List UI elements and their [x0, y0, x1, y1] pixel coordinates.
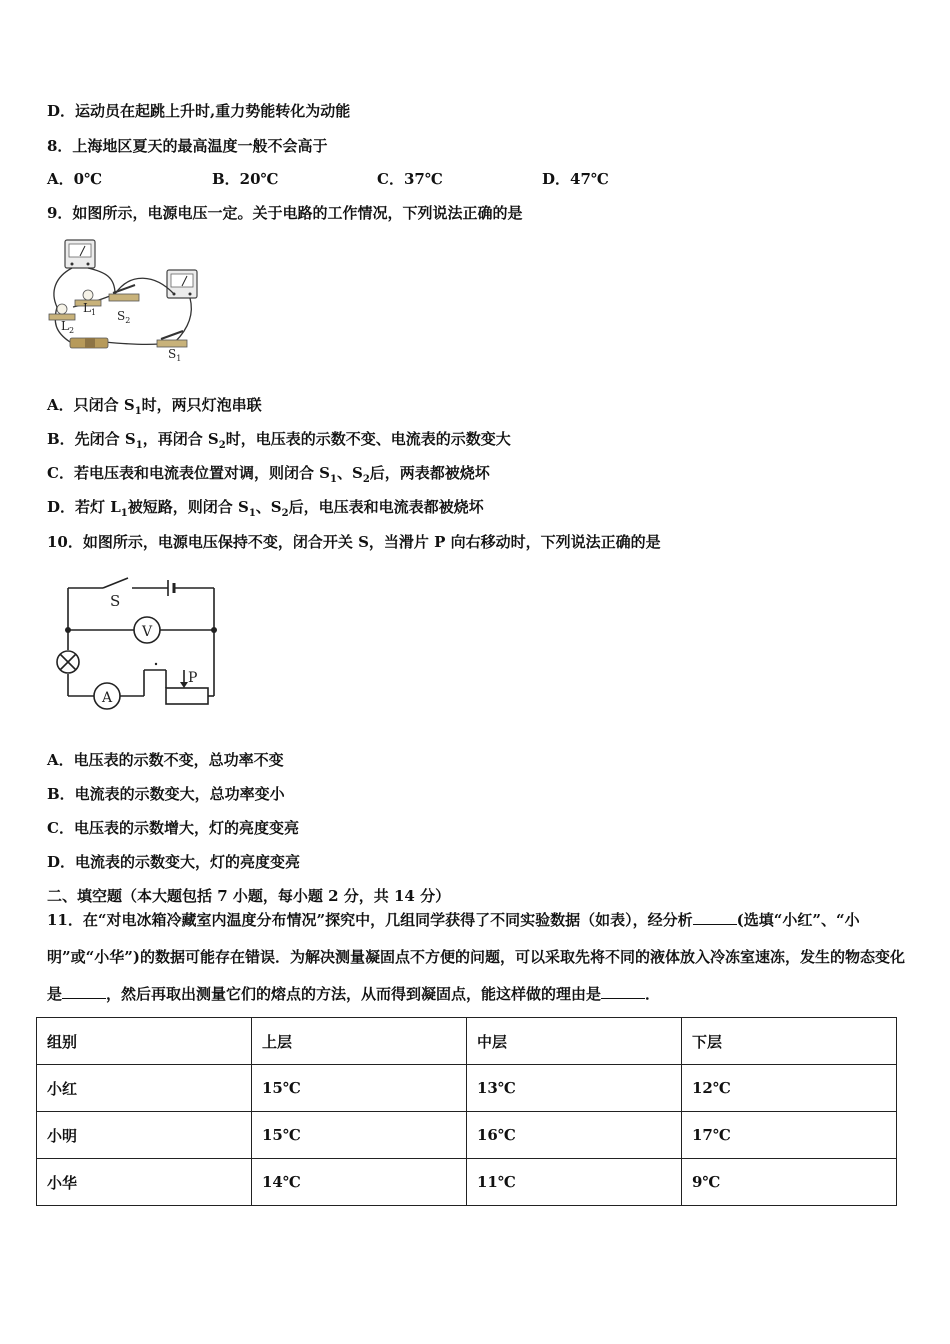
- q9-option-d: D．若灯 $L_1$被短路，则闭合 $S_1$、$S_2$后，电压表和电流表都被烧坏: [47, 498, 484, 519]
- lamp-l2-icon: [49, 304, 75, 320]
- label-a: A: [102, 690, 113, 706]
- q8-stem: 8．上海地区夏天的最高温度一般不会高于: [47, 137, 328, 155]
- label-s: S: [110, 592, 121, 610]
- q9-stem: 9．如图所示，电源电压一定。关于电路的工作情况，下列说法正确的是: [47, 204, 523, 222]
- table-row: [37, 1112, 897, 1159]
- lamp-icon: [56, 650, 80, 674]
- header-cell-lower: 下层: [682, 1018, 897, 1065]
- ammeter-icon: [65, 240, 95, 268]
- table-row: [37, 1159, 897, 1206]
- table-cell: 小华: [37, 1159, 252, 1206]
- label-s2: $S_2$: [117, 309, 131, 325]
- label-p: P: [188, 670, 198, 686]
- label-v: V: [142, 624, 153, 640]
- label-l2: $L_2$: [61, 319, 75, 335]
- q7-option-d: D．运动员在起跳上升时,重力势能转化为动能: [47, 102, 351, 120]
- q9-option-a: A．只闭合 $S_1$时，两只灯泡串联: [47, 396, 262, 417]
- table-cell: 12℃: [682, 1065, 897, 1112]
- table-cell: 15℃: [252, 1065, 467, 1112]
- label-l1: $L_1$: [83, 301, 97, 317]
- rheostat-icon: [166, 688, 208, 704]
- switch-s-icon: [103, 578, 128, 588]
- table-cell: 小明: [37, 1112, 252, 1159]
- q10-stem: 10．如图所示，电源电压保持不变，闭合开关 S，当滑片 P 向右移动时，下列说法正确的是: [47, 533, 661, 551]
- table-cell: 13℃: [467, 1065, 682, 1112]
- q8-option-d: D．47℃: [542, 170, 609, 188]
- header-cell-group: 组别: [37, 1018, 252, 1065]
- table-cell: 17℃: [682, 1112, 897, 1159]
- table-cell: 15℃: [252, 1112, 467, 1159]
- table-cell: 9℃: [682, 1159, 897, 1206]
- q11-paragraph: 11．在“对电冰箱冷藏室内温度分布情况”探究中，几组同学获得了不同实验数据（如表），经分析 (选填“小红”、“小明”或“小华”)的数据可能存在错误．为解决测量凝固点不方便的问题，可以采取先将不同的液体放入冷冻室速冻，发生的物态变化是 ，然后再取出测量它们的熔点的方法，从而得到凝固点，能这样做的理由是 ．: [47, 911, 905, 1003]
- q11-data-table: [36, 1017, 897, 1206]
- header-cell-middle: 中层: [467, 1018, 682, 1065]
- q10-option-c: C．电压表的示数增大，灯的亮度变亮: [47, 819, 299, 837]
- answer-blank-2[interactable]: [62, 984, 106, 999]
- table-row: [37, 1065, 897, 1112]
- q9-option-c: C．若电压表和电流表位置对调，则闭合 $S_1$、$S_2$后，两表都被烧坏: [47, 464, 490, 485]
- q8-option-c: C．37℃: [377, 170, 443, 188]
- label-s1: $S_1$: [168, 347, 182, 363]
- table-cell: 小红: [37, 1065, 252, 1112]
- table-cell: 16℃: [467, 1112, 682, 1159]
- q8-option-b: B．20℃: [212, 170, 279, 188]
- table-cell: 11℃: [467, 1159, 682, 1206]
- table-cell: 14℃: [252, 1159, 467, 1206]
- table-header-row: [37, 1018, 897, 1065]
- q8-options: [47, 169, 747, 189]
- q10-option-d: D．电流表的示数变大，灯的亮度变亮: [47, 853, 301, 871]
- section-2-title: 二、填空题（本大题包括 7 小题，每小题 2 分，共 14 分）: [47, 887, 451, 905]
- answer-blank-1[interactable]: [693, 910, 737, 925]
- q8-option-a: A．0℃: [47, 170, 103, 188]
- q10-option-b: B．电流表的示数变大，总功率变小: [47, 785, 285, 803]
- answer-blank-3[interactable]: [601, 984, 645, 999]
- header-cell-upper: 上层: [252, 1018, 467, 1065]
- switch-s2-icon: [109, 285, 139, 301]
- slider-p-icon: [180, 670, 188, 688]
- q9-option-b: B．先闭合 $S_1$，再闭合 $S_2$时，电压表的示数不变、电流表的示数变大: [47, 430, 511, 451]
- q10-circuit-figure: [48, 570, 228, 715]
- q9-circuit-figure: [45, 232, 205, 367]
- voltmeter-icon: [167, 270, 197, 298]
- q10-option-a: A．电压表的示数不变，总功率不变: [47, 751, 284, 769]
- battery-icon: [70, 338, 108, 348]
